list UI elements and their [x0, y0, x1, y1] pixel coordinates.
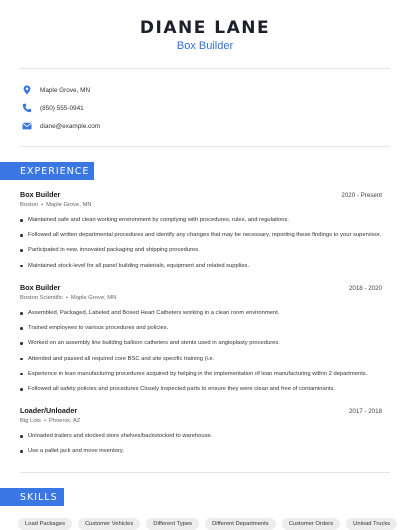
list-item: Experience in lean manufacturing procedures acquired by helping in the implementation of lean manufacturing within 2 departments. — [20, 370, 382, 378]
job-title: Box Builder — [20, 283, 61, 292]
job-bullets — [20, 216, 382, 270]
job-title: Box Builder — [20, 190, 61, 199]
experience-divider — [20, 472, 390, 473]
job-company: Big Lots — [20, 418, 41, 424]
contact-divider — [20, 146, 390, 147]
job-bullets — [20, 432, 382, 455]
job-company-line — [20, 202, 382, 208]
list-item: Assembled, Packaged, Labeled and Boxed Heart Catheters working in a clean room environment. — [20, 309, 382, 317]
job-location: Phoenix, AZ — [48, 418, 81, 424]
list-item: Maintained safe and clean working environment by complying with procedures, rules, and regulations. — [20, 216, 382, 224]
header-divider — [20, 68, 390, 69]
experience-heading: EXPERIENCE — [0, 162, 94, 180]
phone-text[interactable]: (850) 555-0941 — [40, 104, 84, 112]
skill-tag: Unload Trucks — [346, 518, 397, 530]
list-item: Trained employees to various procedures and policies. — [20, 324, 382, 332]
phone-icon — [22, 103, 32, 113]
skill-tag: Load Packages — [18, 518, 72, 530]
envelope-icon — [22, 121, 32, 131]
job-company-line — [20, 418, 382, 424]
skills-heading: SKILLS — [0, 488, 64, 506]
location-text: Maple Grove, MN — [40, 86, 91, 94]
job-company: Boston — [20, 202, 39, 208]
contact-email — [22, 121, 100, 131]
skill-tag: Different Types — [146, 518, 199, 530]
job-location: Maple Grove, MN — [46, 202, 92, 208]
skill-tag: Different Departments — [205, 518, 276, 530]
list-item: Worked on an assembly line building balloon catheters and stents used in angioplasty procedures. — [20, 339, 382, 347]
job-entry — [20, 406, 382, 462]
separator-dot: • — [65, 295, 68, 301]
contact-location — [22, 85, 90, 95]
job-entry — [20, 283, 382, 400]
map-pin-icon — [22, 85, 32, 95]
job-dates: 2017 - 2018 — [348, 408, 382, 415]
job-entry — [20, 190, 382, 277]
skill-tag: Customer Orders — [282, 518, 340, 530]
separator-dot: • — [43, 418, 46, 424]
job-bullets — [20, 309, 382, 393]
job-company: Boston Scientific — [20, 295, 63, 301]
skills-list — [18, 518, 397, 530]
list-item: Unloaded trailers and stocked store shelves/backstocked to warehouse. — [20, 432, 382, 440]
skill-tag: Customer Vehicles — [78, 518, 140, 530]
job-dates: 2020 - Present — [341, 192, 382, 199]
job-company-line — [20, 295, 382, 301]
email-text[interactable]: diane@example.com — [40, 122, 101, 130]
list-item: Maintained stock-level for all panel building materials, equipment and related supplies. — [20, 262, 382, 270]
job-location: Maple Grove, MN — [70, 295, 117, 301]
candidate-role: Box Builder — [176, 40, 234, 52]
candidate-name: DIANE LANE — [139, 18, 271, 38]
list-item: Followed all written departmental procedures and identify any changes that may be necessary, reporting these findings to your supervisor. — [20, 231, 382, 239]
contact-phone — [22, 103, 84, 113]
job-title: Loader/Unloader — [20, 406, 78, 415]
list-item: Use a pallet jack and move inventory. — [20, 447, 382, 455]
job-dates: 2018 - 2020 — [348, 285, 382, 292]
list-item: Participated in new, innovated packaging and shipping procedures. — [20, 246, 382, 254]
separator-dot: • — [41, 202, 44, 208]
list-item: Followed all safety policies and procedures Closely inspected parts to ensure they were clean and free of contaminants. — [20, 385, 382, 393]
list-item: Attended and passed all required core BSC and site specific training (i.e. — [20, 355, 382, 363]
